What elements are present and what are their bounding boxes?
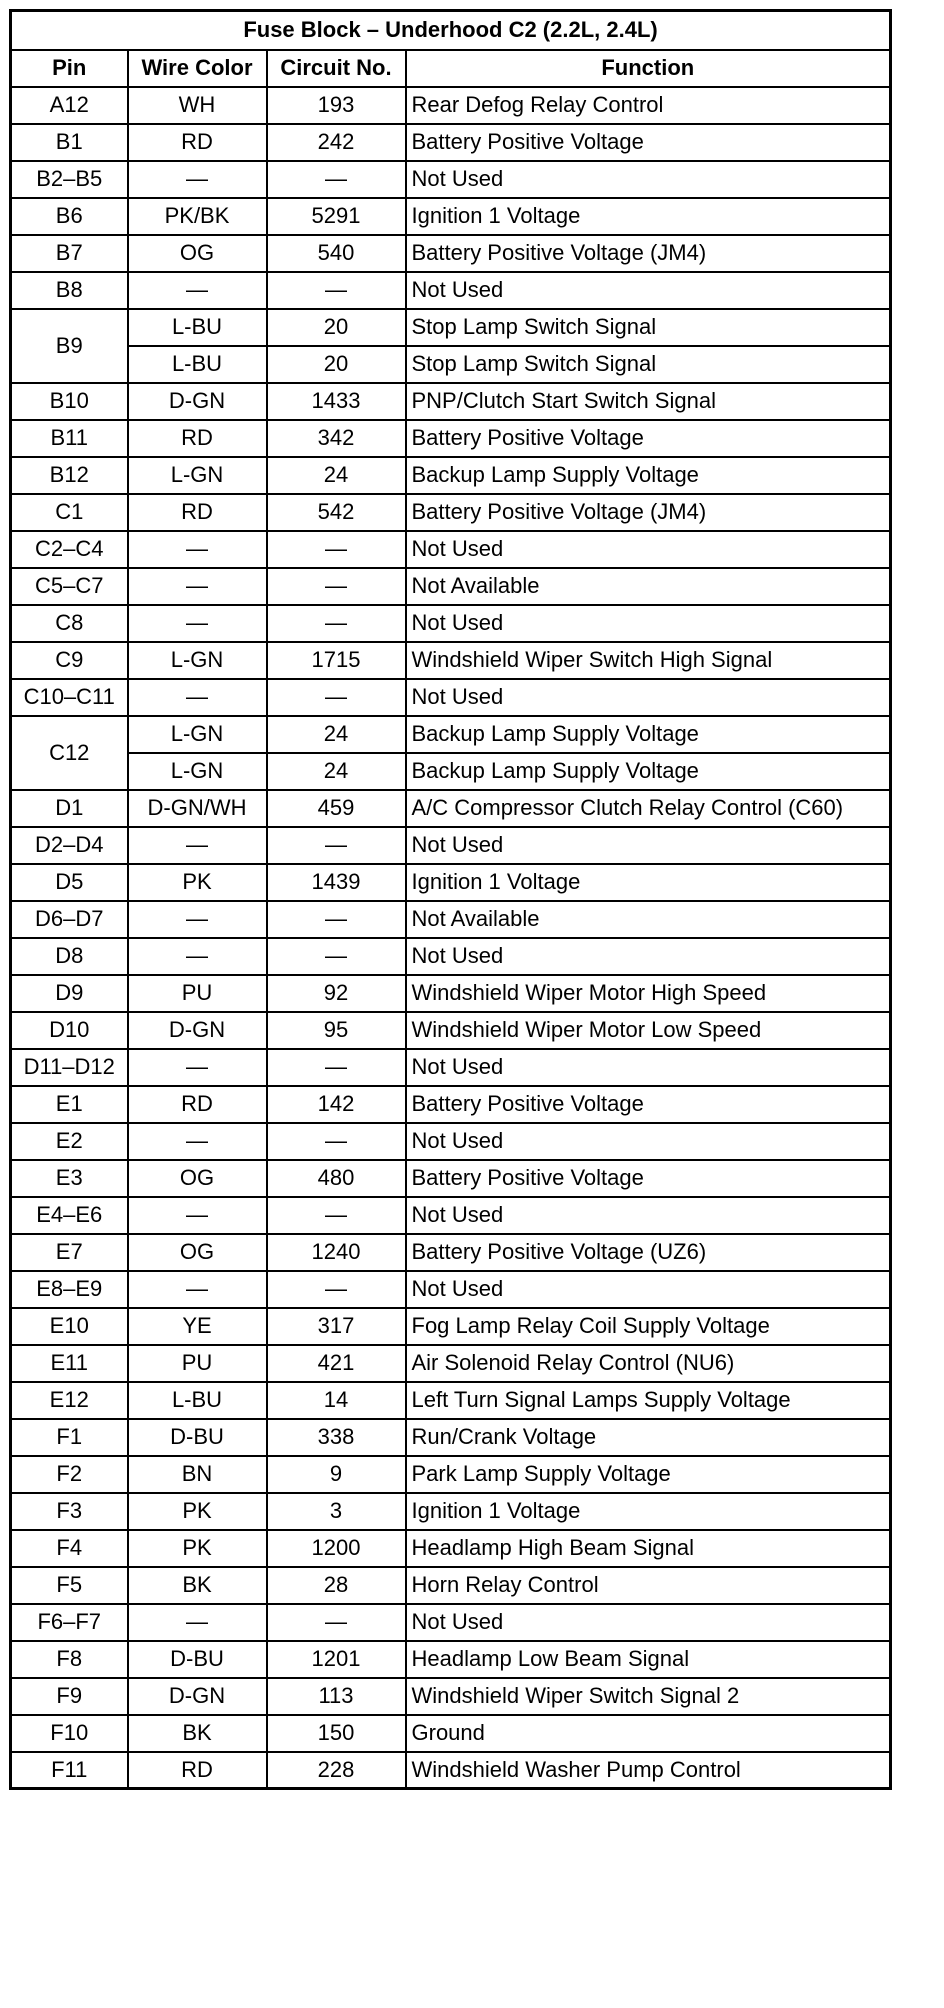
table-row <box>11 716 891 753</box>
header-circuit-no: Circuit No. <box>267 50 406 87</box>
function-cell: Backup Lamp Supply Voltage <box>406 716 891 753</box>
wire-color-cell: PU <box>128 1345 267 1382</box>
wire-color-cell: — <box>128 679 267 716</box>
table-row <box>11 642 891 679</box>
circuit-no-cell: 540 <box>267 235 406 272</box>
circuit-no-cell: — <box>267 161 406 198</box>
table-title: Fuse Block – Underhood C2 (2.2L, 2.4L) <box>11 11 891 50</box>
circuit-no-cell: 242 <box>267 124 406 161</box>
table-row <box>11 346 891 383</box>
wire-color-cell: L-GN <box>128 753 267 790</box>
function-cell: Stop Lamp Switch Signal <box>406 346 891 383</box>
function-cell: Not Used <box>406 827 891 864</box>
table-row <box>11 901 891 938</box>
table-row <box>11 1530 891 1567</box>
pin-cell: A12 <box>11 87 128 124</box>
pin-cell: F5 <box>11 1567 128 1604</box>
pin-cell: C1 <box>11 494 128 531</box>
circuit-no-cell: — <box>267 938 406 975</box>
function-cell: Not Used <box>406 1197 891 1234</box>
wire-color-cell: OG <box>128 1234 267 1271</box>
pin-cell: B6 <box>11 198 128 235</box>
wire-color-cell: — <box>128 1123 267 1160</box>
table-row <box>11 198 891 235</box>
table-row <box>11 1086 891 1123</box>
circuit-no-cell: 9 <box>267 1456 406 1493</box>
pin-cell: F10 <box>11 1715 128 1752</box>
function-cell: Air Solenoid Relay Control (NU6) <box>406 1345 891 1382</box>
pin-cell: D6–D7 <box>11 901 128 938</box>
function-cell: Backup Lamp Supply Voltage <box>406 753 891 790</box>
function-cell: Battery Positive Voltage (JM4) <box>406 494 891 531</box>
circuit-no-cell: — <box>267 679 406 716</box>
header-pin: Pin <box>11 50 128 87</box>
table-row <box>11 975 891 1012</box>
wire-color-cell: RD <box>128 1752 267 1789</box>
function-cell: Horn Relay Control <box>406 1567 891 1604</box>
wire-color-cell: PU <box>128 975 267 1012</box>
pin-cell: C12 <box>11 716 128 790</box>
circuit-no-cell: 1201 <box>267 1641 406 1678</box>
circuit-no-cell: 542 <box>267 494 406 531</box>
wire-color-cell: PK/BK <box>128 198 267 235</box>
circuit-no-cell: 20 <box>267 346 406 383</box>
circuit-no-cell: 1200 <box>267 1530 406 1567</box>
circuit-no-cell: — <box>267 1049 406 1086</box>
wire-color-cell: D-GN <box>128 383 267 420</box>
function-cell: Ignition 1 Voltage <box>406 864 891 901</box>
table-row <box>11 1308 891 1345</box>
function-cell: Windshield Wiper Switch High Signal <box>406 642 891 679</box>
circuit-no-cell: 459 <box>267 790 406 827</box>
table-row <box>11 1345 891 1382</box>
pin-cell: B12 <box>11 457 128 494</box>
pin-cell: D11–D12 <box>11 1049 128 1086</box>
circuit-no-cell: 95 <box>267 1012 406 1049</box>
function-cell: Battery Positive Voltage <box>406 124 891 161</box>
table-row <box>11 1493 891 1530</box>
table-row <box>11 864 891 901</box>
wire-color-cell: D-GN <box>128 1678 267 1715</box>
wire-color-cell: RD <box>128 420 267 457</box>
table-row <box>11 1049 891 1086</box>
wire-color-cell: D-BU <box>128 1419 267 1456</box>
circuit-no-cell: — <box>267 531 406 568</box>
pin-cell: B9 <box>11 309 128 383</box>
table-row <box>11 1567 891 1604</box>
function-cell: Battery Positive Voltage <box>406 1160 891 1197</box>
function-cell: Not Available <box>406 901 891 938</box>
wire-color-cell: D-GN <box>128 1012 267 1049</box>
wire-color-cell: L-GN <box>128 457 267 494</box>
connector-pinout-sheet <box>9 9 889 1790</box>
pin-cell: E3 <box>11 1160 128 1197</box>
function-cell: Backup Lamp Supply Voltage <box>406 457 891 494</box>
circuit-no-cell: 92 <box>267 975 406 1012</box>
function-cell: Ignition 1 Voltage <box>406 198 891 235</box>
pin-cell: B11 <box>11 420 128 457</box>
table-row <box>11 1641 891 1678</box>
table-row <box>11 1123 891 1160</box>
table-row <box>11 272 891 309</box>
function-cell: Headlamp Low Beam Signal <box>406 1641 891 1678</box>
circuit-no-cell: 317 <box>267 1308 406 1345</box>
pin-cell: B2–B5 <box>11 161 128 198</box>
pin-cell: D10 <box>11 1012 128 1049</box>
function-cell: Stop Lamp Switch Signal <box>406 309 891 346</box>
wire-color-cell: D-GN/WH <box>128 790 267 827</box>
function-cell: Not Used <box>406 161 891 198</box>
function-cell: Not Used <box>406 272 891 309</box>
table-row <box>11 1678 891 1715</box>
circuit-no-cell: — <box>267 827 406 864</box>
circuit-no-cell: 193 <box>267 87 406 124</box>
circuit-no-cell: 228 <box>267 1752 406 1789</box>
wire-color-cell: — <box>128 1197 267 1234</box>
wire-color-cell: BK <box>128 1715 267 1752</box>
wire-color-cell: D-BU <box>128 1641 267 1678</box>
table-row <box>11 605 891 642</box>
wire-color-cell: L-BU <box>128 309 267 346</box>
pin-cell: D2–D4 <box>11 827 128 864</box>
pin-cell: B10 <box>11 383 128 420</box>
wire-color-cell: — <box>128 1604 267 1641</box>
circuit-no-cell: — <box>267 1197 406 1234</box>
table-row <box>11 124 891 161</box>
circuit-no-cell: — <box>267 568 406 605</box>
circuit-no-cell: — <box>267 605 406 642</box>
wire-color-cell: OG <box>128 235 267 272</box>
circuit-no-cell: 24 <box>267 716 406 753</box>
circuit-no-cell: 480 <box>267 1160 406 1197</box>
function-cell: Not Used <box>406 1271 891 1308</box>
pin-cell: F4 <box>11 1530 128 1567</box>
table-row <box>11 383 891 420</box>
function-cell: Battery Positive Voltage <box>406 420 891 457</box>
function-cell: Left Turn Signal Lamps Supply Voltage <box>406 1382 891 1419</box>
function-cell: Not Used <box>406 1123 891 1160</box>
wire-color-cell: — <box>128 1049 267 1086</box>
wire-color-cell: — <box>128 531 267 568</box>
circuit-no-cell: 14 <box>267 1382 406 1419</box>
table-row <box>11 1604 891 1641</box>
pin-cell: D9 <box>11 975 128 1012</box>
pin-cell: D5 <box>11 864 128 901</box>
circuit-no-cell: 1439 <box>267 864 406 901</box>
table-row <box>11 1012 891 1049</box>
pin-cell: E4–E6 <box>11 1197 128 1234</box>
table-row <box>11 1752 891 1789</box>
wire-color-cell: L-BU <box>128 1382 267 1419</box>
function-cell: Not Used <box>406 938 891 975</box>
circuit-no-cell: — <box>267 1123 406 1160</box>
wire-color-cell: L-BU <box>128 346 267 383</box>
function-cell: Battery Positive Voltage <box>406 1086 891 1123</box>
function-cell: Rear Defog Relay Control <box>406 87 891 124</box>
pin-cell: F6–F7 <box>11 1604 128 1641</box>
function-cell: Battery Positive Voltage (UZ6) <box>406 1234 891 1271</box>
function-cell: Park Lamp Supply Voltage <box>406 1456 891 1493</box>
circuit-no-cell: 3 <box>267 1493 406 1530</box>
table-row <box>11 235 891 272</box>
table-row <box>11 790 891 827</box>
table-row <box>11 827 891 864</box>
function-cell: Windshield Wiper Switch Signal 2 <box>406 1678 891 1715</box>
circuit-no-cell: — <box>267 901 406 938</box>
wire-color-cell: L-GN <box>128 642 267 679</box>
pin-cell: C2–C4 <box>11 531 128 568</box>
circuit-no-cell: 113 <box>267 1678 406 1715</box>
wire-color-cell: RD <box>128 1086 267 1123</box>
wire-color-cell: L-GN <box>128 716 267 753</box>
wire-color-cell: YE <box>128 1308 267 1345</box>
table-row <box>11 1419 891 1456</box>
table-row <box>11 938 891 975</box>
circuit-no-cell: 24 <box>267 753 406 790</box>
wire-color-cell: WH <box>128 87 267 124</box>
function-cell: Windshield Wiper Motor High Speed <box>406 975 891 1012</box>
circuit-no-cell: — <box>267 1604 406 1641</box>
table-row <box>11 753 891 790</box>
pin-cell: B8 <box>11 272 128 309</box>
circuit-no-cell: 28 <box>267 1567 406 1604</box>
header-row <box>11 50 891 87</box>
circuit-no-cell: 342 <box>267 420 406 457</box>
circuit-no-cell: 5291 <box>267 198 406 235</box>
circuit-no-cell: 1433 <box>267 383 406 420</box>
table-row <box>11 1160 891 1197</box>
wire-color-cell: PK <box>128 864 267 901</box>
table-row <box>11 531 891 568</box>
function-cell: Not Used <box>406 605 891 642</box>
table-row <box>11 1715 891 1752</box>
function-cell: Battery Positive Voltage (JM4) <box>406 235 891 272</box>
table-body <box>11 87 891 1789</box>
wire-color-cell: — <box>128 827 267 864</box>
pin-cell: E10 <box>11 1308 128 1345</box>
pin-cell: E1 <box>11 1086 128 1123</box>
table-row <box>11 1197 891 1234</box>
wire-color-cell: — <box>128 938 267 975</box>
wire-color-cell: PK <box>128 1530 267 1567</box>
pin-cell: F9 <box>11 1678 128 1715</box>
table-row <box>11 309 891 346</box>
function-cell: Windshield Washer Pump Control <box>406 1752 891 1789</box>
function-cell: Fog Lamp Relay Coil Supply Voltage <box>406 1308 891 1345</box>
function-cell: Headlamp High Beam Signal <box>406 1530 891 1567</box>
pin-cell: E11 <box>11 1345 128 1382</box>
table-row <box>11 1382 891 1419</box>
table-row <box>11 1234 891 1271</box>
pin-cell: F2 <box>11 1456 128 1493</box>
pin-cell: E7 <box>11 1234 128 1271</box>
pin-cell: E8–E9 <box>11 1271 128 1308</box>
pin-cell: E2 <box>11 1123 128 1160</box>
function-cell: Not Used <box>406 531 891 568</box>
pin-cell: C10–C11 <box>11 679 128 716</box>
function-cell: A/C Compressor Clutch Relay Control (C60) <box>406 790 891 827</box>
circuit-no-cell: 1240 <box>267 1234 406 1271</box>
table-row <box>11 420 891 457</box>
circuit-no-cell: 24 <box>267 457 406 494</box>
pin-cell: F8 <box>11 1641 128 1678</box>
circuit-no-cell: 421 <box>267 1345 406 1382</box>
circuit-no-cell: — <box>267 1271 406 1308</box>
table-row <box>11 1271 891 1308</box>
pinout-table <box>9 9 892 1790</box>
pin-cell: C9 <box>11 642 128 679</box>
pin-cell: F3 <box>11 1493 128 1530</box>
wire-color-cell: BK <box>128 1567 267 1604</box>
wire-color-cell: — <box>128 1271 267 1308</box>
table-row <box>11 568 891 605</box>
pin-cell: B1 <box>11 124 128 161</box>
pin-cell: D8 <box>11 938 128 975</box>
circuit-no-cell: — <box>267 272 406 309</box>
function-cell: Not Used <box>406 1049 891 1086</box>
circuit-no-cell: 20 <box>267 309 406 346</box>
table-row <box>11 1456 891 1493</box>
wire-color-cell: RD <box>128 494 267 531</box>
circuit-no-cell: 1715 <box>267 642 406 679</box>
pin-cell: C5–C7 <box>11 568 128 605</box>
circuit-no-cell: 142 <box>267 1086 406 1123</box>
wire-color-cell: BN <box>128 1456 267 1493</box>
function-cell: Windshield Wiper Motor Low Speed <box>406 1012 891 1049</box>
table-row <box>11 161 891 198</box>
function-cell: Run/Crank Voltage <box>406 1419 891 1456</box>
function-cell: Ground <box>406 1715 891 1752</box>
table-row <box>11 457 891 494</box>
table-row <box>11 87 891 124</box>
function-cell: Not Available <box>406 568 891 605</box>
pin-cell: C8 <box>11 605 128 642</box>
wire-color-cell: — <box>128 901 267 938</box>
table-row <box>11 494 891 531</box>
circuit-no-cell: 150 <box>267 1715 406 1752</box>
pin-cell: F11 <box>11 1752 128 1789</box>
pin-cell: F1 <box>11 1419 128 1456</box>
table-row <box>11 679 891 716</box>
wire-color-cell: RD <box>128 124 267 161</box>
wire-color-cell: — <box>128 272 267 309</box>
wire-color-cell: PK <box>128 1493 267 1530</box>
title-row <box>11 11 891 50</box>
pin-cell: D1 <box>11 790 128 827</box>
header-wire-color: Wire Color <box>128 50 267 87</box>
wire-color-cell: — <box>128 161 267 198</box>
function-cell: Not Used <box>406 1604 891 1641</box>
circuit-no-cell: 338 <box>267 1419 406 1456</box>
wire-color-cell: — <box>128 568 267 605</box>
header-function: Function <box>406 50 891 87</box>
wire-color-cell: OG <box>128 1160 267 1197</box>
pin-cell: E12 <box>11 1382 128 1419</box>
function-cell: Ignition 1 Voltage <box>406 1493 891 1530</box>
wire-color-cell: — <box>128 605 267 642</box>
function-cell: Not Used <box>406 679 891 716</box>
function-cell: PNP/Clutch Start Switch Signal <box>406 383 891 420</box>
pin-cell: B7 <box>11 235 128 272</box>
